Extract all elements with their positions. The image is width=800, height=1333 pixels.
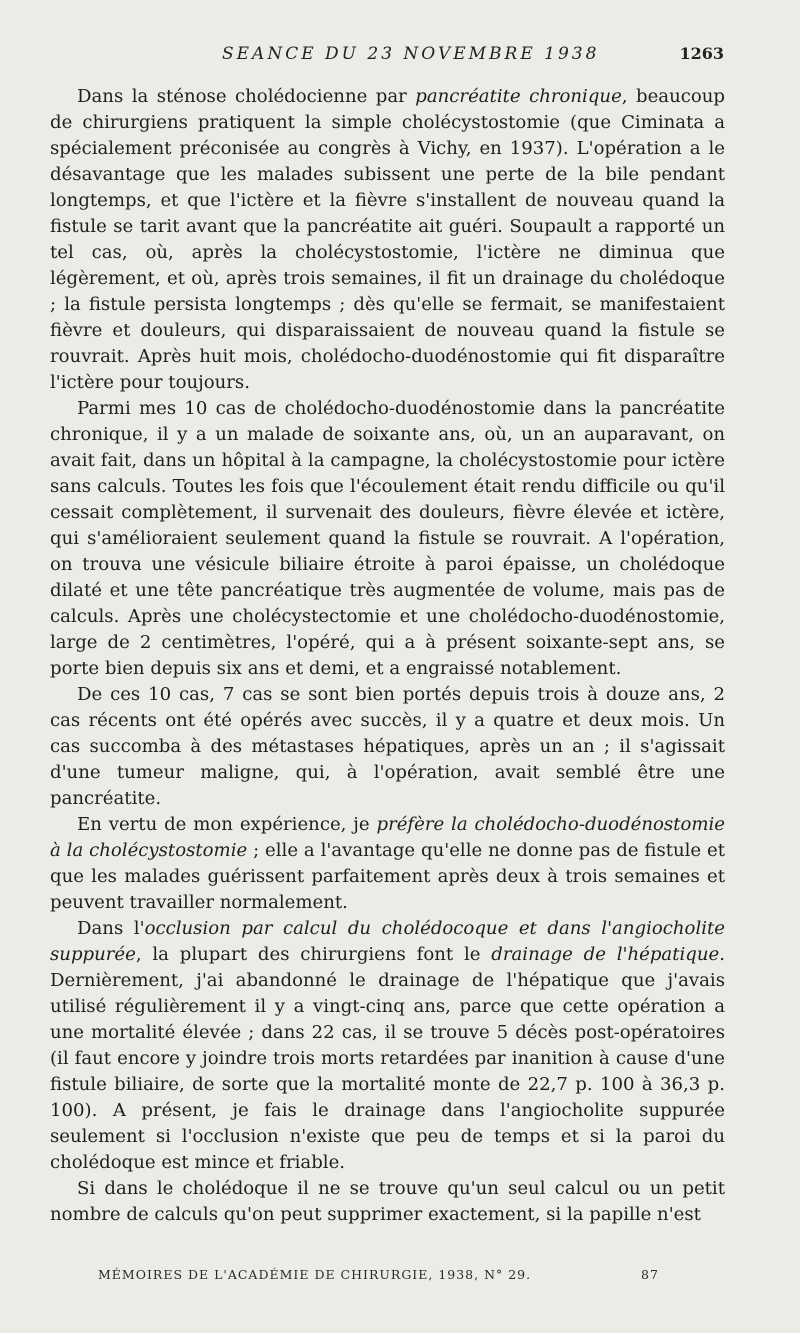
paragraph [50, 396, 725, 682]
text-segment: En vertu de mon expérience, je [77, 814, 377, 835]
article-body [50, 84, 725, 1228]
paragraph [50, 916, 725, 1176]
text-segment: Dans l' [77, 918, 145, 939]
text-segment: Si dans le cholédoque il ne se trouve qu'un seul calcul ou un petit nombre de calculs qu'on peut supprimer exactement, si la papille n'est [50, 1178, 725, 1225]
running-head: SEANCE DU 23 NOVEMBRE 1938 [222, 44, 600, 64]
text-segment: De ces 10 cas, 7 cas se sont bien portés depuis trois à douze ans, 2 cas récents ont été opérés avec succès, il y a quatre et deux mois. Un cas succomba à des métastases hépatiques, après un an ; il s'agissait d'une tumeur maligne, qui, à l'opération, avait semblé être une pancréatite. [50, 684, 725, 809]
italic-segment: pancréatite chronique [415, 86, 622, 107]
text-segment: Dans la sténose cholédocienne par [77, 86, 416, 107]
text-segment: . Dernièrement, j'ai abandonné le drainage de l'hépatique que j'avais utilisé régulièrement il y a vingt-cinq ans, parce que cette opération a une mortalité élevée ; dans 22 cas, il se trouve 5 décès post-opératoires (il faut encore y joindre trois morts retardées par inanition à cause d'une fistule biliaire, de sorte que la mortalité monte de 22,7 p. 100 à 36,3 p. 100). A présent, je fais le drainage dans l'angiocholite suppurée seulement si l'occlusion n'existe que peu de temps et si la paroi du cholédoque est mince et friable. [50, 944, 725, 1173]
paragraph [50, 1176, 725, 1228]
page-header [0, 44, 800, 70]
footer-journal-title: MÉMOIRES DE L'ACADÉMIE DE CHIRURGIE, 1938, N° 29. [98, 1267, 532, 1282]
italic-segment: préfère la cholédocho-duodénostomie à la cholécystostomie [50, 814, 726, 861]
paragraph [50, 682, 725, 812]
text-segment: ; elle a l'avantage qu'elle ne donne pas de fistule et que les malades guérissent parfaitement après deux à trois semaines et peuvent travailler normalement. [50, 840, 725, 913]
text-segment: Parmi mes 10 cas de cholédocho-duodénostomie dans la pancréatite chronique, il y a un malade de soixante ans, où, un an auparavant, on avait fait, dans un hôpital à la campagne, la cholécystostomie pour ictère sans calculs. Toutes les fois que l'écoulement était rendu difficile ou qu'il cessait complètement, il survenait des douleurs, fièvre élevée et ictère, qui s'amélioraient seulement quand la fistule se rouvrait. A l'opération, on trouva une vésicule biliaire étroite à paroi épaisse, un cholédoque dilaté et une tête pancréatique très augmentée de volume, mais pas de calculs. Après une cholécystectomie et une cholédocho-duodénostomie, large de 2 centimètres, l'opéré, qui a à présent soixante-sept ans, se porte bien depuis six ans et demi, et a engraissé notablement. [50, 398, 725, 679]
page-number: 1263 [679, 44, 724, 63]
italic-segment: drainage de l'hépatique [491, 944, 720, 965]
paragraph [50, 812, 725, 916]
italic-segment: occlusion par calcul du cholédocoque et dans l'angiocholite suppurée [50, 918, 725, 965]
paragraph [50, 84, 725, 396]
text-segment: , beaucoup de chirurgiens pratiquent la simple cholécystostomie (que Ciminata a spécialement préconisée au congrès à Vichy, en 1937). L'opération a le désavantage que les malades subissent une perte de la bile pendant longtemps, et que l'ictère et la fièvre s'installent de nouveau quand la fistule se tarit avant que la pancréatite ait guéri. Soupault a rapporté un tel cas, où, après la cholécystostomie, l'ictère ne diminua que légèrement, et où, après trois semaines, il fit un drainage du cholédoque ; la fistule persista longtemps ; dès qu'elle se fermait, se manifestaient fièvre et douleurs, qui disparaissaient de nouveau quand la fistule se rouvrait. Après huit mois, cholédocho-duodénostomie qui fit disparaître l'ictère pour toujours. [50, 86, 726, 393]
footer-sheet-number: 87 [641, 1267, 659, 1282]
page-footer [0, 1267, 800, 1287]
text-segment: , la plupart des chirurgiens font le [135, 944, 492, 965]
